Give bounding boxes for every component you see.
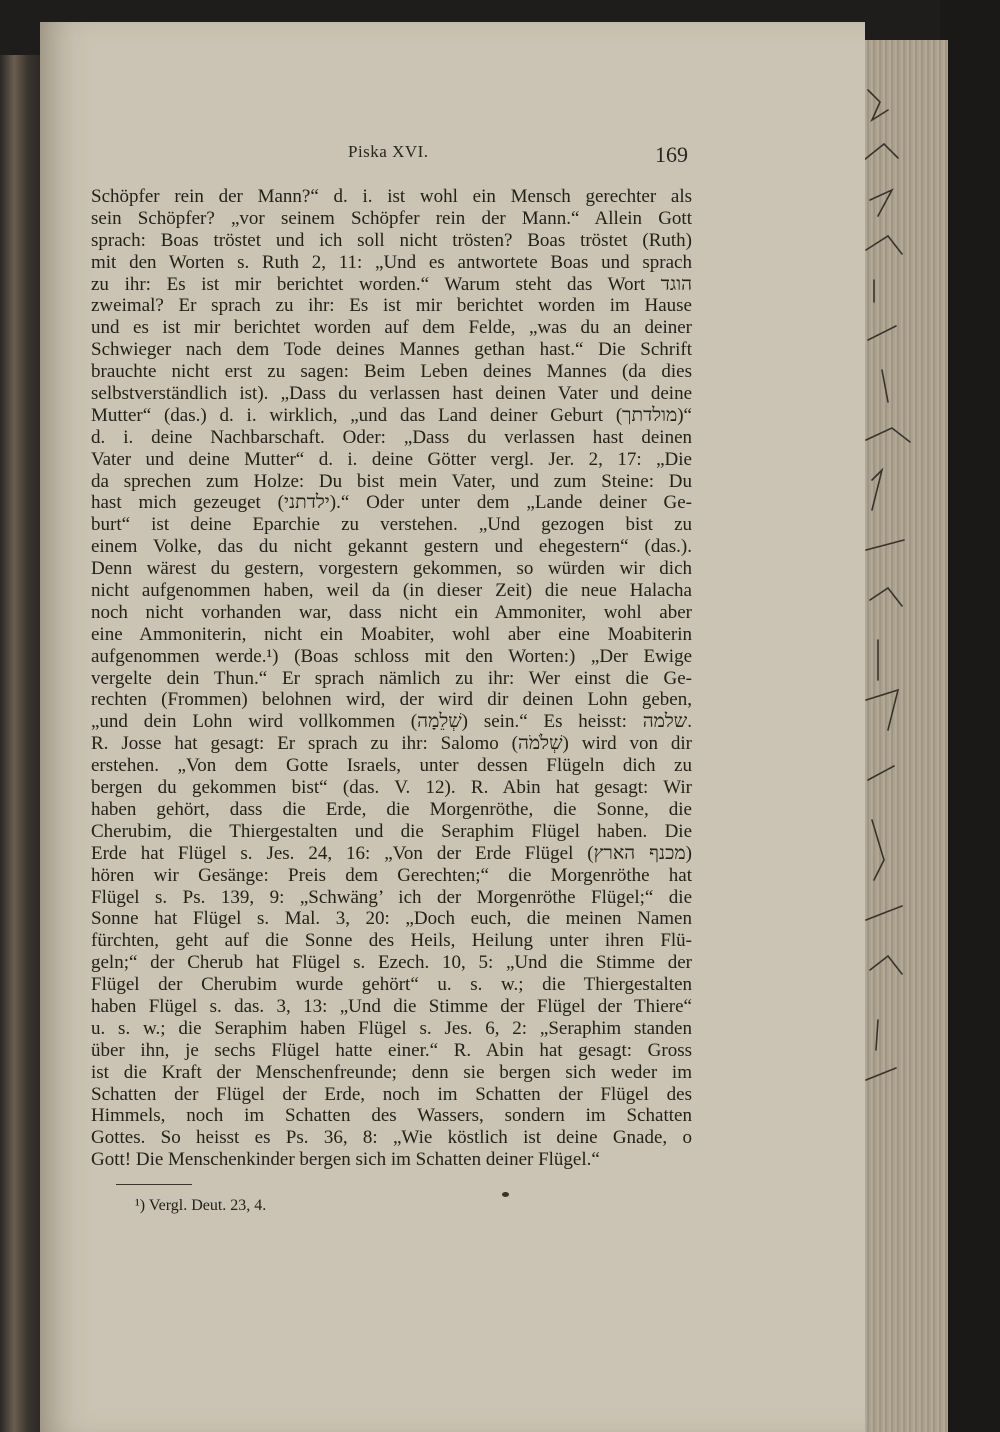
text-line: Vater und deine Mutter“ d. i. deine Götter vergl. Jer. 2, 17: „Die <box>91 448 692 470</box>
text-line: sein Schöpfer? „vor seinem Schöpfer rein der Mann.“ Allein Gott <box>91 207 692 229</box>
page-stack-fore-edge <box>858 40 948 1432</box>
text-line: hast mich gezeuget (ילדתני).“ Oder unter dem „Lande deiner Ge- <box>91 492 692 514</box>
text-line: Schöpfer rein der Mann?“ d. i. ist wohl ein Mensch gerechter als <box>91 186 692 207</box>
text-line: vergelte dein Thun.“ Er sprach nämlich zu ihr: Wer einst die Ge- <box>91 667 692 689</box>
text-line: selbstverständlich ist). „Dass du verlassen hast deinen Vater und deine <box>91 383 692 405</box>
text-line: R. Josse hat gesagt: Er sprach zu ihr: Salomo (שְׁלֹמֹה) wird von dir <box>91 733 693 755</box>
text-line: Erde hat Flügel s. Jes. 24, 16: „Von der Erde Flügel (מכנף הארץ) <box>91 842 692 864</box>
text-line: Denn wärest du gestern, vorgestern gekommen, so würden wir dich <box>91 558 692 580</box>
text-line: sprach: Boas tröstet und ich soll nicht trösten? Boas tröstet (Ruth) <box>91 229 692 251</box>
text-line: Sonne hat Flügel s. Mal. 3, 20: „Doch euch, die meinen Namen <box>91 908 692 930</box>
text-line: bergen du gekommen bist“ (das. V. 12). R. Abin hat gesagt: Wir <box>91 777 692 799</box>
text-line: haben Flügel s. das. 3, 13: „Und die Stimme der Flügel der Thiere“ <box>91 995 692 1017</box>
book-cover-edge <box>940 0 1000 1432</box>
marginalia-scribbles <box>858 40 948 1432</box>
text-line: burt“ ist deine Eparchie zu verstehen. „Und gezogen bist zu <box>91 514 692 536</box>
text-line: eine Ammoniterin, nicht ein Moabiter, wohl aber eine Moabiterin <box>91 623 692 645</box>
text-line: Mutter“ (das.) d. i. wirklich, „und das Land deiner Geburt (מולדתך)“ <box>91 404 692 426</box>
text-line: und es ist mir berichtet worden auf dem Felde, „was du an deiner <box>91 317 692 339</box>
text-line: zu ihr: Es ist mir berichtet worden.“ Warum steht das Wort הוגד <box>91 273 692 295</box>
text-line: Flügel der Cherubim wurde gehört“ u. s. w.; die Thiergestalten <box>91 974 692 996</box>
text-line: rechten (Frommen) belohnen wird, der wird dir deinen Lohn geben, <box>91 689 692 711</box>
body-text <box>91 186 692 1171</box>
text-line: erstehen. „Von dem Gotte Israels, unter dessen Flügeln dich zu <box>91 755 692 777</box>
text-line: da sprechen zum Holze: Du bist mein Vater, und zum Steine: Du <box>91 470 692 492</box>
text-line: brauchte nicht erst zu sagen: Beim Leben deines Mannes (da dies <box>91 361 692 383</box>
text-line: noch nicht vorhanden war, dass nicht ein Ammoniter, wohl aber <box>91 601 692 623</box>
text-line: hören wir Gesänge: Preis dem Gerechten;“ die Morgenröthe hat <box>91 864 692 886</box>
text-line: nicht aufgenommen haben, weil da (in dieser Zeit) die neue Halacha <box>91 580 692 602</box>
text-line: geln;“ der Cherub hat Flügel s. Ezech. 10, 5: „Und die Stimme der <box>91 952 692 974</box>
text-line: Gott! Die Menschenkinder bergen sich im Schatten deiner Flügel.“ <box>91 1149 600 1171</box>
text-line: zweimal? Er sprach zu ihr: Es ist mir berichtet worden im Hause <box>91 295 692 317</box>
text-line: „und dein Lohn wird vollkommen (שְׁלֵמָה) sein.“ Es heisst: שלמה. <box>91 711 692 733</box>
text-line: fürchten, geht auf die Sonne des Heils, Heilung unter ihren Flü- <box>91 930 692 952</box>
text-line: Flügel s. Ps. 139, 9: „Schwäng’ ich der Morgenröthe Flügel;“ die <box>91 886 692 908</box>
text-line: Schatten der Flügel der Erde, noch im Schatten der Flügel des <box>91 1083 692 1105</box>
text-line: Gottes. So heisst es Ps. 36, 8: „Wie köstlich ist deine Gnade, o <box>91 1127 692 1149</box>
text-line: haben gehört, dass die Erde, die Morgenröthe, die Sonne, die <box>91 798 692 820</box>
text-line: d. i. deine Nachbarschaft. Oder: „Dass du verlassen hast deinen <box>91 426 692 448</box>
text-line: aufgenommen werde.¹) (Boas schloss mit den Worten:) „Der Ewige <box>91 645 692 667</box>
text-line: einem Volke, das du nicht gekannt gestern und ehegestern“ (das.). <box>91 536 692 558</box>
text-line: ist die Kraft der Menschenfreunde; denn sie bergen sich weder im <box>91 1061 692 1083</box>
footnote-rule <box>116 1184 192 1185</box>
text-line: Himmels, noch im Schatten des Wassers, sondern im Schatten <box>91 1105 692 1127</box>
text-line: über ihn, je sechs Flügel hatte einer.“ R. Abin hat gesagt: Gross <box>91 1039 692 1061</box>
footnote: ¹) Vergl. Deut. 23, 4. <box>135 1197 267 1214</box>
book-spine-left-edge <box>0 55 40 1432</box>
text-line: mit den Worten s. Ruth 2, 11: „Und es antwortete Boas und sprach <box>91 251 692 273</box>
ink-speck <box>502 1192 509 1197</box>
running-title: Piska XVI. <box>348 142 429 161</box>
text-line: u. s. w.; die Seraphim haben Flügel s. Jes. 6, 2: „Seraphim standen <box>91 1017 692 1039</box>
page-number: 169 <box>655 142 688 167</box>
text-line: Cherubim, die Thiergestalten und die Seraphim Flügel haben. Die <box>91 820 692 842</box>
text-line: Schwieger nach dem Tode deines Mannes gethan hast.“ Die Schrift <box>91 339 692 361</box>
